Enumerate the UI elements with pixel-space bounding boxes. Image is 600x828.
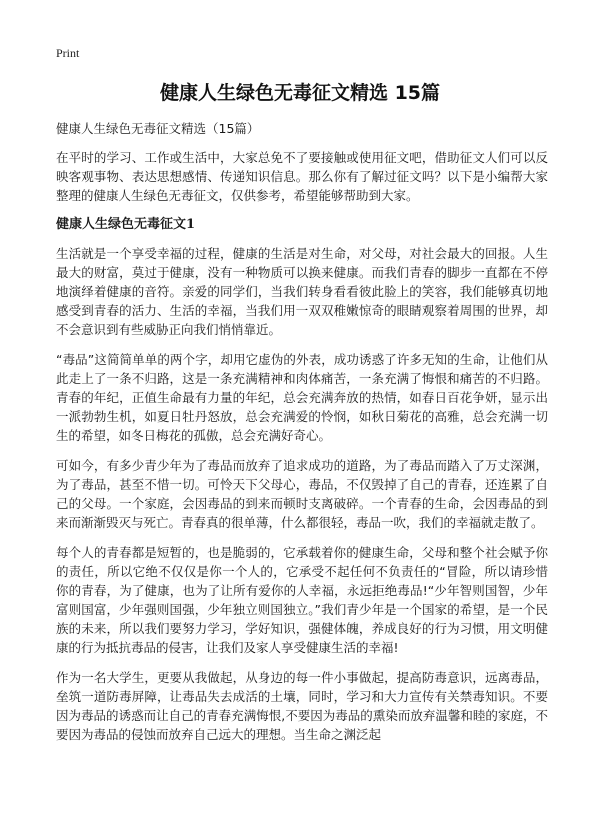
body-paragraph: “毒品”这简简单单的两个字，却用它虚伪的外表，成功诱惑了许多无知的生命，让他们从此走上了一条不归路，这是一条充满精神和肉体痛苦，一条充满了悔恨和痛苦的不归路。青春的年纪，正值生命最有力量的年纪，总会充满奔放的热情，如春日百花争妍，显示出一派勃勃生机，如夏日牡丹怒放，总会充满爱的怜悯，如秋日菊花的高雅，总会充满一切生的希望，如冬日梅花的孤傲，总会充满好奇心。 xyxy=(56,352,548,443)
page-title: 健康人生绿色无毒征文精选 15篇 xyxy=(159,82,441,104)
body-paragraph: 生活就是一个享受幸福的过程，健康的生活是对生命，对父母，对社会最大的回报。人生最大的财富，莫过于健康，没有一种物质可以换来健康。而我们青春的脚步一直都在不停地演绎着健康的音符。亲爱的同学们，当我们转身看看彼此脸上的笑容，我们能够真切地感受到青春的活力、生活的幸福，当我们用一双双稚嫩惊奇的眼睛观察着周围的世界，却不会意识到有些威胁正向我们悄悄靠近。 xyxy=(56,246,548,337)
body-paragraph: 可如今，有多少青少年为了毒品而放弃了追求成功的道路，为了毒品而踏入了万丈深渊，为了毒品，甚至不惜一切。可怜天下父母心，毒品，不仅毁掉了自己的青春，还连累了自己的父母。一个家庭，会因毒品的到来而顿时支离破碎。一个青春的生命，会因毒品的到来而渐渐毁灭与死亡。青春真的很单薄，什么都很轻，毒品一吹，我们的幸福就走散了。 xyxy=(56,458,548,530)
intro-paragraph: 在平时的学习、工作或生活中，大家总免不了要接触或使用征文吧，借助征文人们可以反映客观事物、表达思想感情、传递知识信息。那么你有了解过征文吗？以下是小编帮大家整理的健康人生绿色无毒征文，仅供参考，希望能够帮助到大家。 xyxy=(56,150,548,203)
article-subtitle: 健康人生绿色无毒征文精选（15篇） xyxy=(56,121,260,136)
section-heading: 健康人生绿色无毒征文1 xyxy=(56,217,196,232)
article-body xyxy=(56,120,548,755)
print-link[interactable]: Print xyxy=(56,46,80,60)
body-paragraph: 作为一名大学生，更要从我做起，从身边的每一件小事做起，提高防毒意识，远离毒品，垒筑一道防毒屏障，让毒品失去成活的土壤，同时，学习和大力宣传有关禁毒知识。不要因为毒品的诱惑而让自己的青春充满悔恨,不要因为毒品的熏染而放弃温馨和睦的家庭，不要因为毒品的侵蚀而放弃自己远大的理想。当生命之渊泛起 xyxy=(56,670,548,742)
body-paragraph: 每个人的青春都是短暂的，也是脆弱的，它承载着你的健康生命，父母和整个社会赋予你的责任，所以它绝不仅仅是你一个人的，它承受不起任何不负责任的“冒险，所以请珍惜你的青春，为了健康，也为了让所有爱你的人幸福，永远拒绝毒品!“少年智则国智，少年富则国富，少年强则国强，少年独立则国独立。”我们青少年是一个国家的希望，是一个民族的未来，所以我们要努力学习，学好知识，强健体魄，养成良好的行为习惯，用文明健康的行为抵抗毒品的侵害，让我们及家人享受健康生活的幸福! xyxy=(56,545,548,655)
